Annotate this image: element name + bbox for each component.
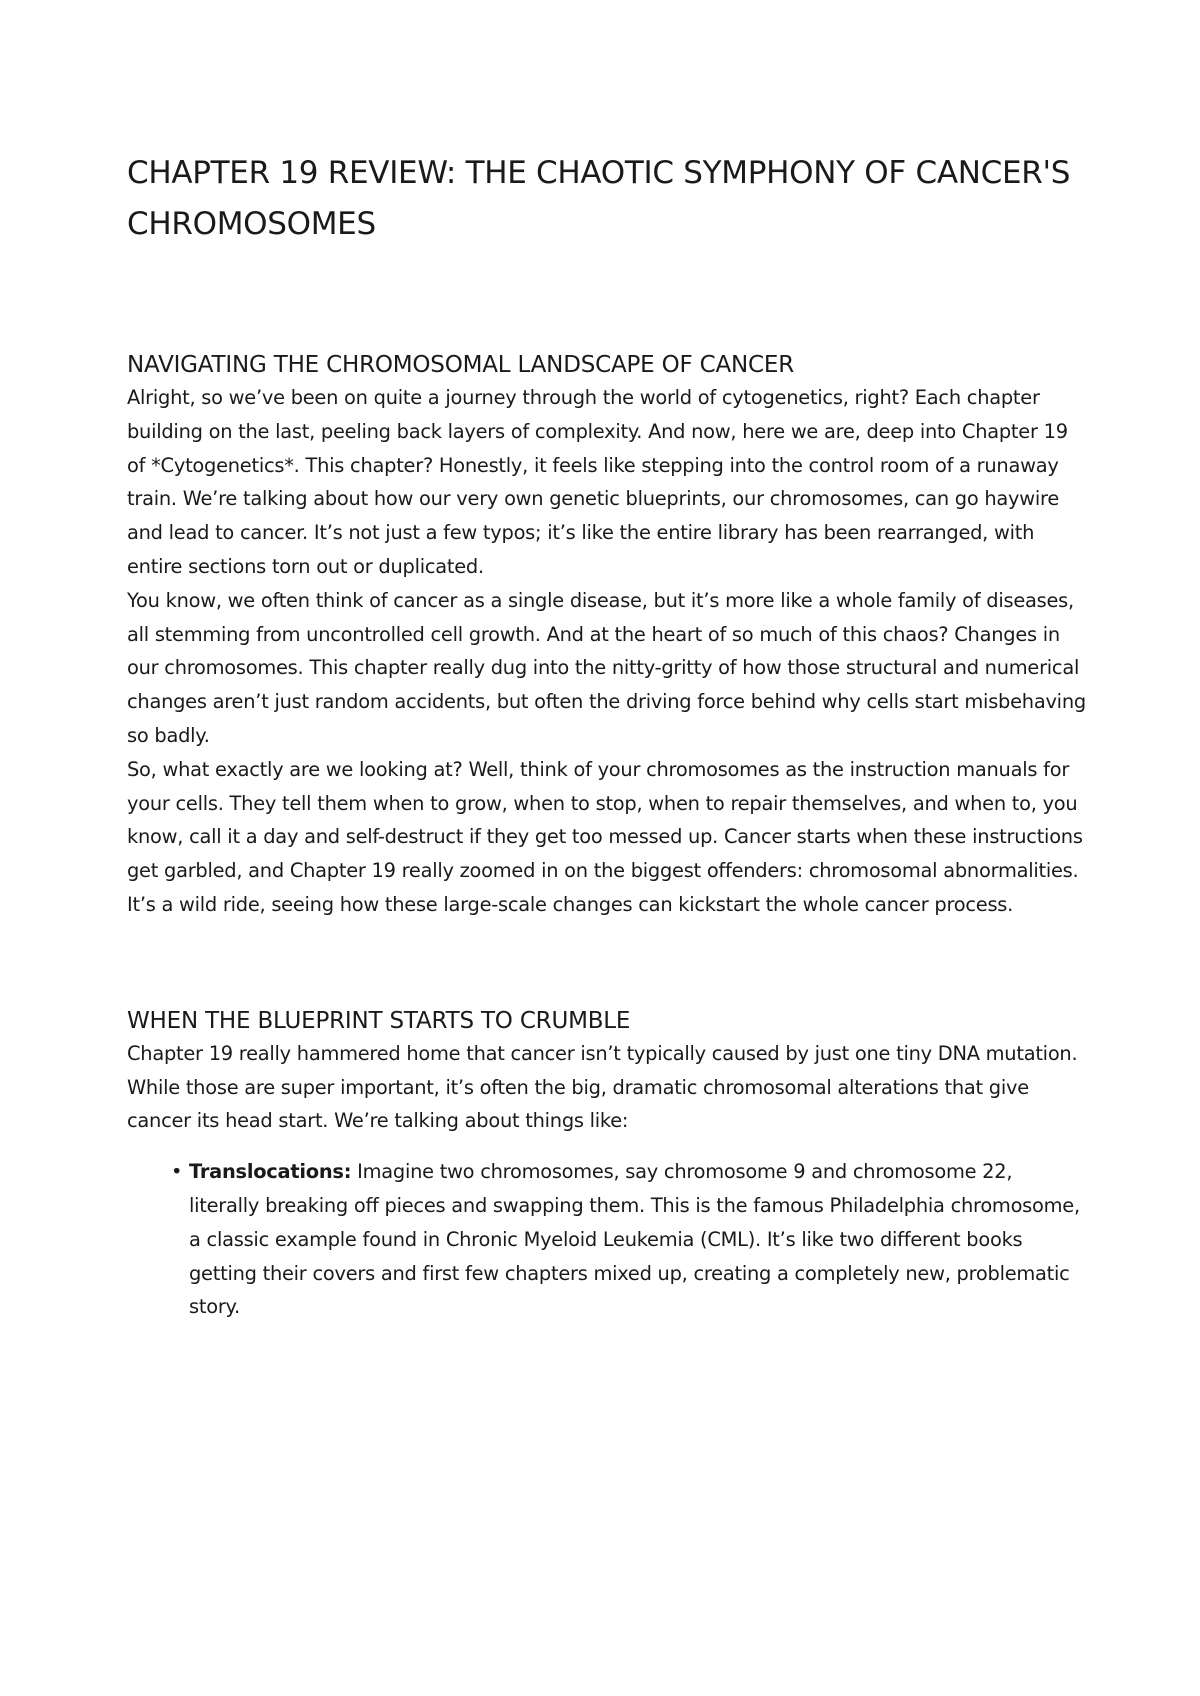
paragraph: So, what exactly are we looking at? Well, think of your chromosomes as the instruction manuals for your cells. They tell them when to grow, when to stop, when to repair themselves, and when to, you know, call it a day and self-destruct if they get too messed up. Cancer starts when these instructions get garbled, and Chapter 19 really zoomed in on the biggest offenders: chromosomal abnormalities. It’s a wild ride, seeing how these large-scale changes can kickstart the whole cancer process. [127,757,1083,916]
bullet-text: Imagine two chromosomes, say chromosome 9 and chromosome 22, literally breaking off pieces and swapping them. This is the famous Philadelphia chromosome, a classic example found in Chronic Myeloid Leukemia (CML). It’s like two different books getting their covers and first few chapters mixed up, creating a completely new, problematic story. [189,1160,1080,1319]
bullet-icon: • [171,1160,183,1184]
paragraph: Chapter 19 really hammered home that cancer isn’t typically caused by just one tiny DNA mutation. While those are super important, it’s often the big, dramatic chromosomal alterations that give cancer its head start. We’re talking about things like: [127,1041,1078,1133]
list-item [127,1155,1087,1324]
page-title: CHAPTER 19 REVIEW: THE CHAOTIC SYMPHONY OF CANCER'S CHROMOSOMES [127,155,1071,242]
section-heading-navigating: NAVIGATING THE CHROMOSOMAL LANDSCAPE OF CANCER [127,352,795,378]
bullet-term: Translocations: [189,1160,352,1184]
bullet-list [127,1155,1087,1324]
section-heading-blueprint: WHEN THE BLUEPRINT STARTS TO CRUMBLE [127,1007,631,1034]
paragraph: Alright, so we’ve been on quite a journey through the world of cytogenetics, right? Each chapter building on the last, peeling back layers of complexity. And now, here we are, deep into Chapter 19 of *Cytogenetics*. This chapter? Honestly, it feels like stepping into the control room of a runaway train. We’re talking about how our very own genetic blueprints, our chromosomes, can go haywire and lead to cancer. It’s not just a few typos; it’s like the entire library has been rearranged, with entire sections torn out or duplicated. [127,386,1068,578]
document-page [127,148,1087,1324]
paragraph: You know, we often think of cancer as a single disease, but it’s more like a whole family of diseases, all stemming from uncontrolled cell growth. And at the heart of so much of this chaos? Changes in our chromosomes. This chapter really dug into the nitty-gritty of how those structural and numerical changes aren’t just random accidents, but often the driving force behind why cells start misbehaving so badly. [127,588,1086,747]
